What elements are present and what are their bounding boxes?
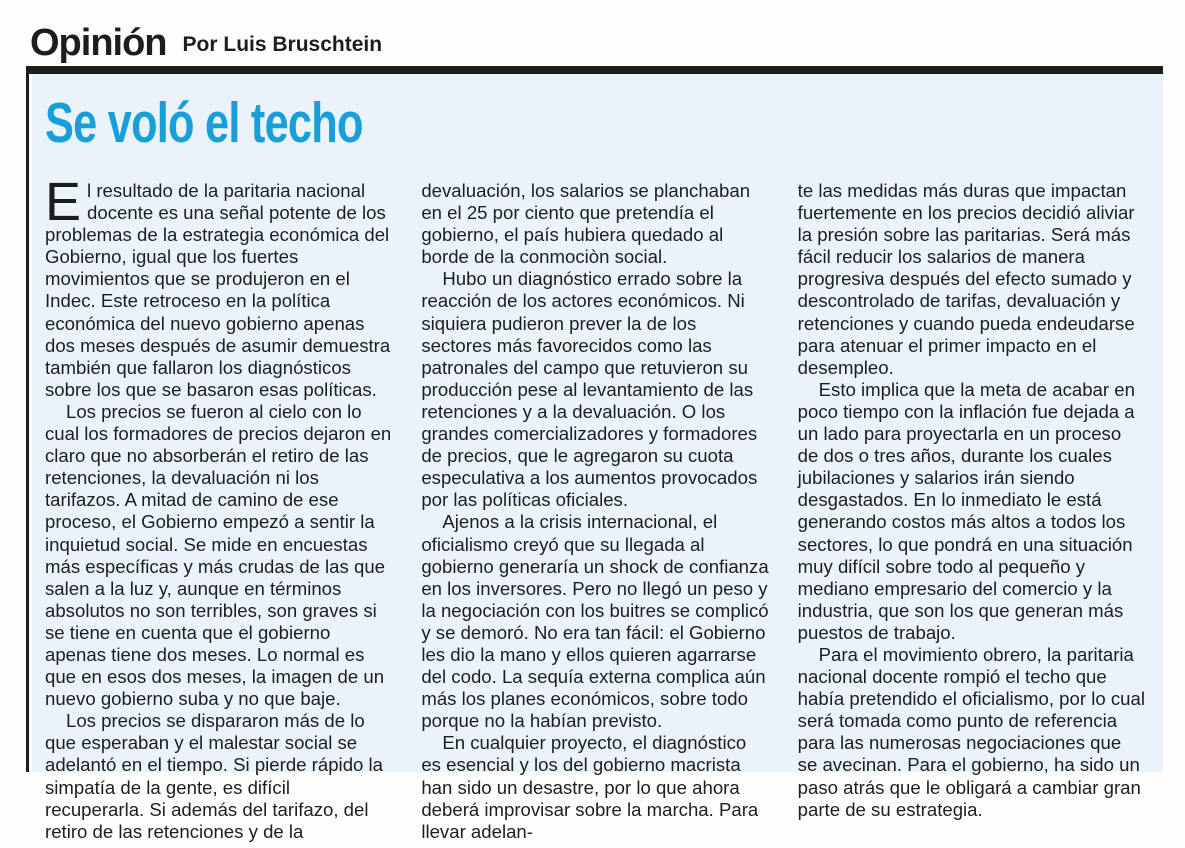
paragraph: Los precios se fueron al cielo con lo cual los formadores de precios dejaron en claro que no absorberán el retiro de las retenciones, la devaluación ni los tarifazos. A mitad de camino de ese proceso, el Gobierno empezó a sentir la inquietud social. Se mide en encuestas más específicas y más crudas de las que salen a la luz y, aunque en términos absolutos no son terribles, son graves si se tiene en cuenta que el gobierno apenas tiene dos meses. Lo normal es que en esos dos meses, la imagen de un nuevo gobierno suba y no que baje. <box>45 400 392 710</box>
drop-cap: E <box>45 172 82 232</box>
section-title: Opinión <box>30 22 167 64</box>
paragraph: Hubo un diagnóstico errado sobre la reacción de los actores económicos. Ni siquiera pudieron prever la de los sectores más favorecidos como las patronales del campo que retuvieron su producción pese al levantamiento de las retenciones y a la devaluación. O los grandes comercializadores y formadores de precios, que le agregaron su cuota especulativa a los aumentos provocados por las políticas oficiales. <box>421 268 758 511</box>
paragraph: Ajenos a la crisis internacional, el oficialismo creyó que su llegada al gobierno generaría un shock de confianza en los inversores. Pero no llegó un peso y la negociación con los buitres se complicó y se demoró. No era tan fácil: el Gobierno les dio la mano y ellos quieren agarrarse del codo. La sequía externa complica aún más los planes económicos, sobre todo porque no la habían previsto. <box>421 511 769 732</box>
top-rule-divider <box>26 66 1163 74</box>
paragraph: En cualquier proyecto, el diagnóstico es esencial y los del gobierno macrista han sido un desastre, por lo que ahora deberá improvisar sobre la marcha. Para llevar adelan- <box>421 732 759 842</box>
left-rule-divider <box>26 66 29 772</box>
paragraph: Los precios se dispararon más de lo que esperaban y el malestar social se adelantó en el tiempo. Si pierde rápido la simpatía de la gente, es difícil recuperarla. Si además del tarifazo, del retiro de las retenciones y de la <box>45 710 384 842</box>
article-headline: Se voló el techo <box>45 91 363 155</box>
paragraph: Para el movimiento obrero, la paritaria nacional docente rompió el techo que había pretendido el oficialismo, por lo cual será tomada como punto de referencia para las numerosas negociaciones que se avecinan. Para el gobierno, ha sido un paso atrás que le obligará a cambiar gran parte de su estrategia. <box>797 643 1145 820</box>
article-panel <box>32 74 1163 842</box>
page-header <box>30 22 382 65</box>
paragraph: El resultado de la paritaria nacional docente es una señal potente de los problemas de la estrategia económica del Gobierno, igual que los fuertes movimientos que se produjeron en el Indec. Este retroceso en la política económica del nuevo gobierno apenas dos meses después de asumir demuestra también que fallaron los diagnósticos sobre los que se basaron esas políticas. <box>45 172 391 400</box>
author-byline: Por Luis Bruschtein <box>182 33 383 56</box>
text-column-3 <box>798 180 1145 843</box>
paragraph: te las medidas más duras que impactan fuertemente en los precios decidió aliviar la presión sobre las paritarias. Será más fácil reducir los salarios de manera progresiva después del efecto sumado y descontrolado de tarifas, devaluación y retenciones y cuando pueda endeudarse para atenuar el primer impacto en el desempleo. <box>797 180 1135 378</box>
article-body <box>45 172 1145 843</box>
text-column-2 <box>421 180 768 843</box>
paragraph: devaluación, los salarios se planchaban en el 25 por ciento que pretendía el gobierno, el país hubiera quedado al borde de la conmociòn social. <box>421 180 751 268</box>
paragraph: Esto implica que la meta de acabar en poco tiempo con la inflación fue dejada a un lado para proyectarla en un proceso de dos o tres años, durante los cuales jubilaciones y salarios irán siendo desgastados. En lo inmediato le está generando costos más altos a todos los sectores, lo que pondrá en una situación muy difícil sobre todo al pequeño y mediano empresario del comercio y la industria, que son los que generan más puestos de trabajo. <box>797 378 1135 643</box>
text-column-1 <box>45 172 392 843</box>
